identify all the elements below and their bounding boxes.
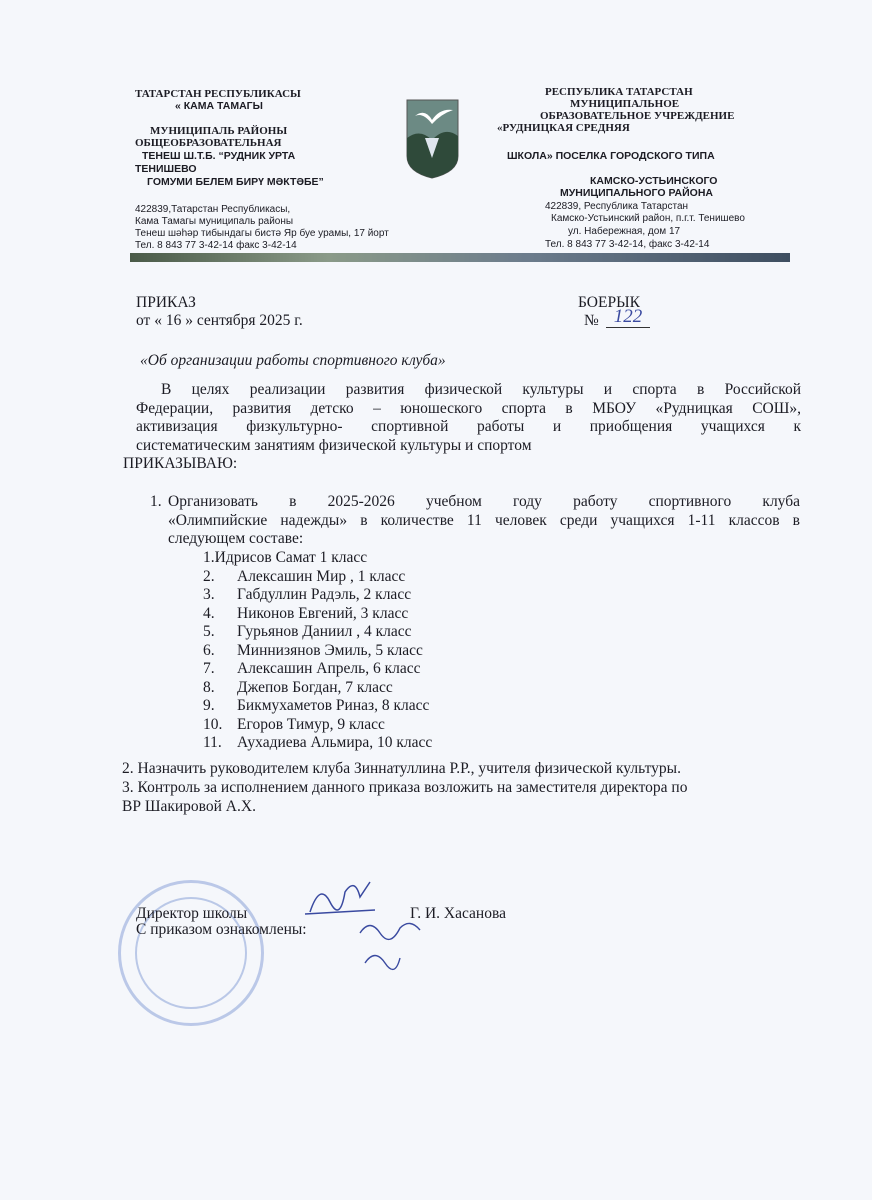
header-right-address: ул. Набережная, дом 17 (568, 226, 681, 237)
item-line: следующем составе: (168, 530, 304, 547)
coat-of-arms-emblem (405, 98, 460, 180)
order-title-tatar: БОЕРЫК (578, 294, 640, 311)
member-number: 1. (203, 549, 215, 566)
header-left-line: ГОМУМИ БЕЛЕМ БИРҮ МӘКТӘБЕ” (147, 176, 324, 188)
header-left-address: Тенеш шәһәр тибындагы бистә Яр буе урамы, 17 йорт (135, 228, 389, 239)
item-line: «Олимпийские надежды» в количестве 11 человек среди учащихся 1-11 классов в (168, 511, 800, 529)
item-3: 3. Контроль за исполнением данного приказа возложить на заместителя директора по (122, 779, 688, 796)
signatory-name: Г. И. Хасанова (410, 905, 506, 922)
member-number: 4. (203, 604, 215, 622)
member-number: 5. (203, 623, 215, 640)
header-right-address: Тел. 8 843 77 3-42-14, факс 3-42-14 (545, 239, 710, 250)
header-left-address: Тел. 8 843 77 3-42-14 факс 3-42-14 (135, 240, 297, 251)
header-right-line: ШКОЛА» ПОСЕЛКА ГОРОДСКОГО ТИПА (507, 150, 715, 162)
member-number: 6. (203, 641, 215, 659)
order-title: ПРИКАЗ (136, 294, 196, 311)
order-subject: «Об организации работы спортивного клуба» (140, 352, 446, 369)
member-name: Габдуллин Радэль, 2 класс (237, 586, 412, 603)
member-number: 11. (203, 734, 222, 751)
member-name: Алексашин Мир , 1 класс (237, 567, 406, 585)
preamble-line: Федерации, развития детско – юношеского спорта в МБОУ «Рудницкая СОШ», (136, 399, 801, 417)
member-item (203, 679, 432, 698)
member-number: 9. (203, 697, 215, 714)
member-name: Гурьянов Даниил , 4 класс (237, 623, 412, 640)
header-right-line: РЕСПУБЛИКА ТАТАРСТАН (545, 86, 693, 98)
item-2: 2. Назначить руководителем клуба Зиннатуллина Р.Р., учителя физической культуры. (122, 760, 681, 777)
order-date: от « 16 » сентября 2025 г. (136, 312, 303, 329)
preamble (123, 381, 801, 474)
header-left-address: Кама Тамагы муниципаль районы (135, 216, 294, 227)
member-item (203, 716, 432, 735)
member-item (203, 605, 432, 624)
header-left-line: ТАТАРСТАН РЕСПУБЛИКАСЫ (135, 88, 301, 100)
header-right-line: МУНИЦИПАЛЬНОГО РАЙОНА (560, 187, 713, 199)
member-number: 7. (203, 660, 215, 677)
member-number: 3. (203, 586, 215, 603)
member-name: Аухадиева Альмира, 10 класс (237, 734, 433, 751)
command: ПРИКАЗЫВАЮ: (123, 455, 238, 472)
header-right-line: «РУДНИЦКАЯ СРЕДНЯЯ (497, 122, 630, 134)
header-left-line: МУНИЦИПАЛЬ РАЙОНЫ (150, 125, 288, 137)
member-number: 8. (203, 678, 215, 696)
preamble-line: В целях реализации развития физической культуры и спорта в Российской (161, 381, 801, 398)
preamble-line: активизация физкультурно- спортивной работы и приобщения учащихся к (136, 418, 801, 435)
member-name: Алексашин Апрель, 6 класс (237, 660, 421, 677)
letterhead-divider (130, 253, 790, 262)
item-line: Организовать в 2025-2026 учебном году работу спортивного клуба (168, 493, 800, 510)
preamble-line: систематическим занятиям физической культуры и спортом (136, 436, 532, 454)
member-list (203, 549, 432, 753)
header-left-line: « КАМА ТАМАГЫ (175, 100, 263, 112)
member-name: Идрисов Самат 1 класс (214, 549, 368, 566)
item-3: ВР Шакировой А.Х. (122, 798, 256, 815)
member-item (203, 549, 432, 568)
acknowledged-label: С приказом ознакомлены: (136, 921, 307, 938)
order-number: 122 (606, 308, 650, 328)
member-item (203, 642, 432, 661)
member-name: Миннизянов Эмиль, 5 класс (237, 641, 423, 659)
header-left-line: ОБЩЕОБРАЗОВАТЕЛЬНАЯ (135, 137, 282, 149)
header-left-line: ТЕНИШЕВО (135, 163, 197, 175)
official-stamp (118, 880, 264, 1026)
member-number: 10. (203, 715, 223, 733)
signatory-position: Директор школы (136, 905, 248, 922)
member-item (203, 568, 432, 587)
member-item (203, 697, 432, 716)
member-item (203, 623, 432, 642)
header-right-line: КАМСКО-УСТЬИНСКОГО (590, 175, 718, 187)
member-name: Никонов Евгений, 3 класс (237, 604, 409, 622)
member-number: 2. (203, 567, 215, 585)
acknowledgement-signatures (340, 908, 450, 978)
header-right-line: МУНИЦИПАЛЬНОЕ (570, 98, 680, 110)
order-number-label: № (584, 312, 599, 329)
member-name: Джепов Богдан, 7 класс (237, 678, 393, 696)
member-item (203, 586, 432, 605)
member-name: Бикмухаметов Риназ, 8 класс (237, 697, 430, 714)
header-right-address: 422839, Республика Татарстан (545, 201, 689, 212)
member-item (203, 734, 432, 753)
header-right-line: ОБРАЗОВАТЕЛЬНОЕ УЧРЕЖДЕНИЕ (540, 110, 735, 122)
header-right-address: Камско-Устьинский район, п.г.т. Тенишево (551, 213, 745, 224)
item-number: 1. (150, 493, 162, 510)
item-1 (150, 493, 800, 549)
header-left-address: 422839,Татарстан Республикасы, (135, 204, 291, 215)
member-item (203, 660, 432, 679)
header-left-line: ТЕНЕШ Ш.Т.Б. “РУДНИК УРТА (142, 150, 296, 162)
member-name: Егоров Тимур, 9 класс (237, 715, 385, 733)
